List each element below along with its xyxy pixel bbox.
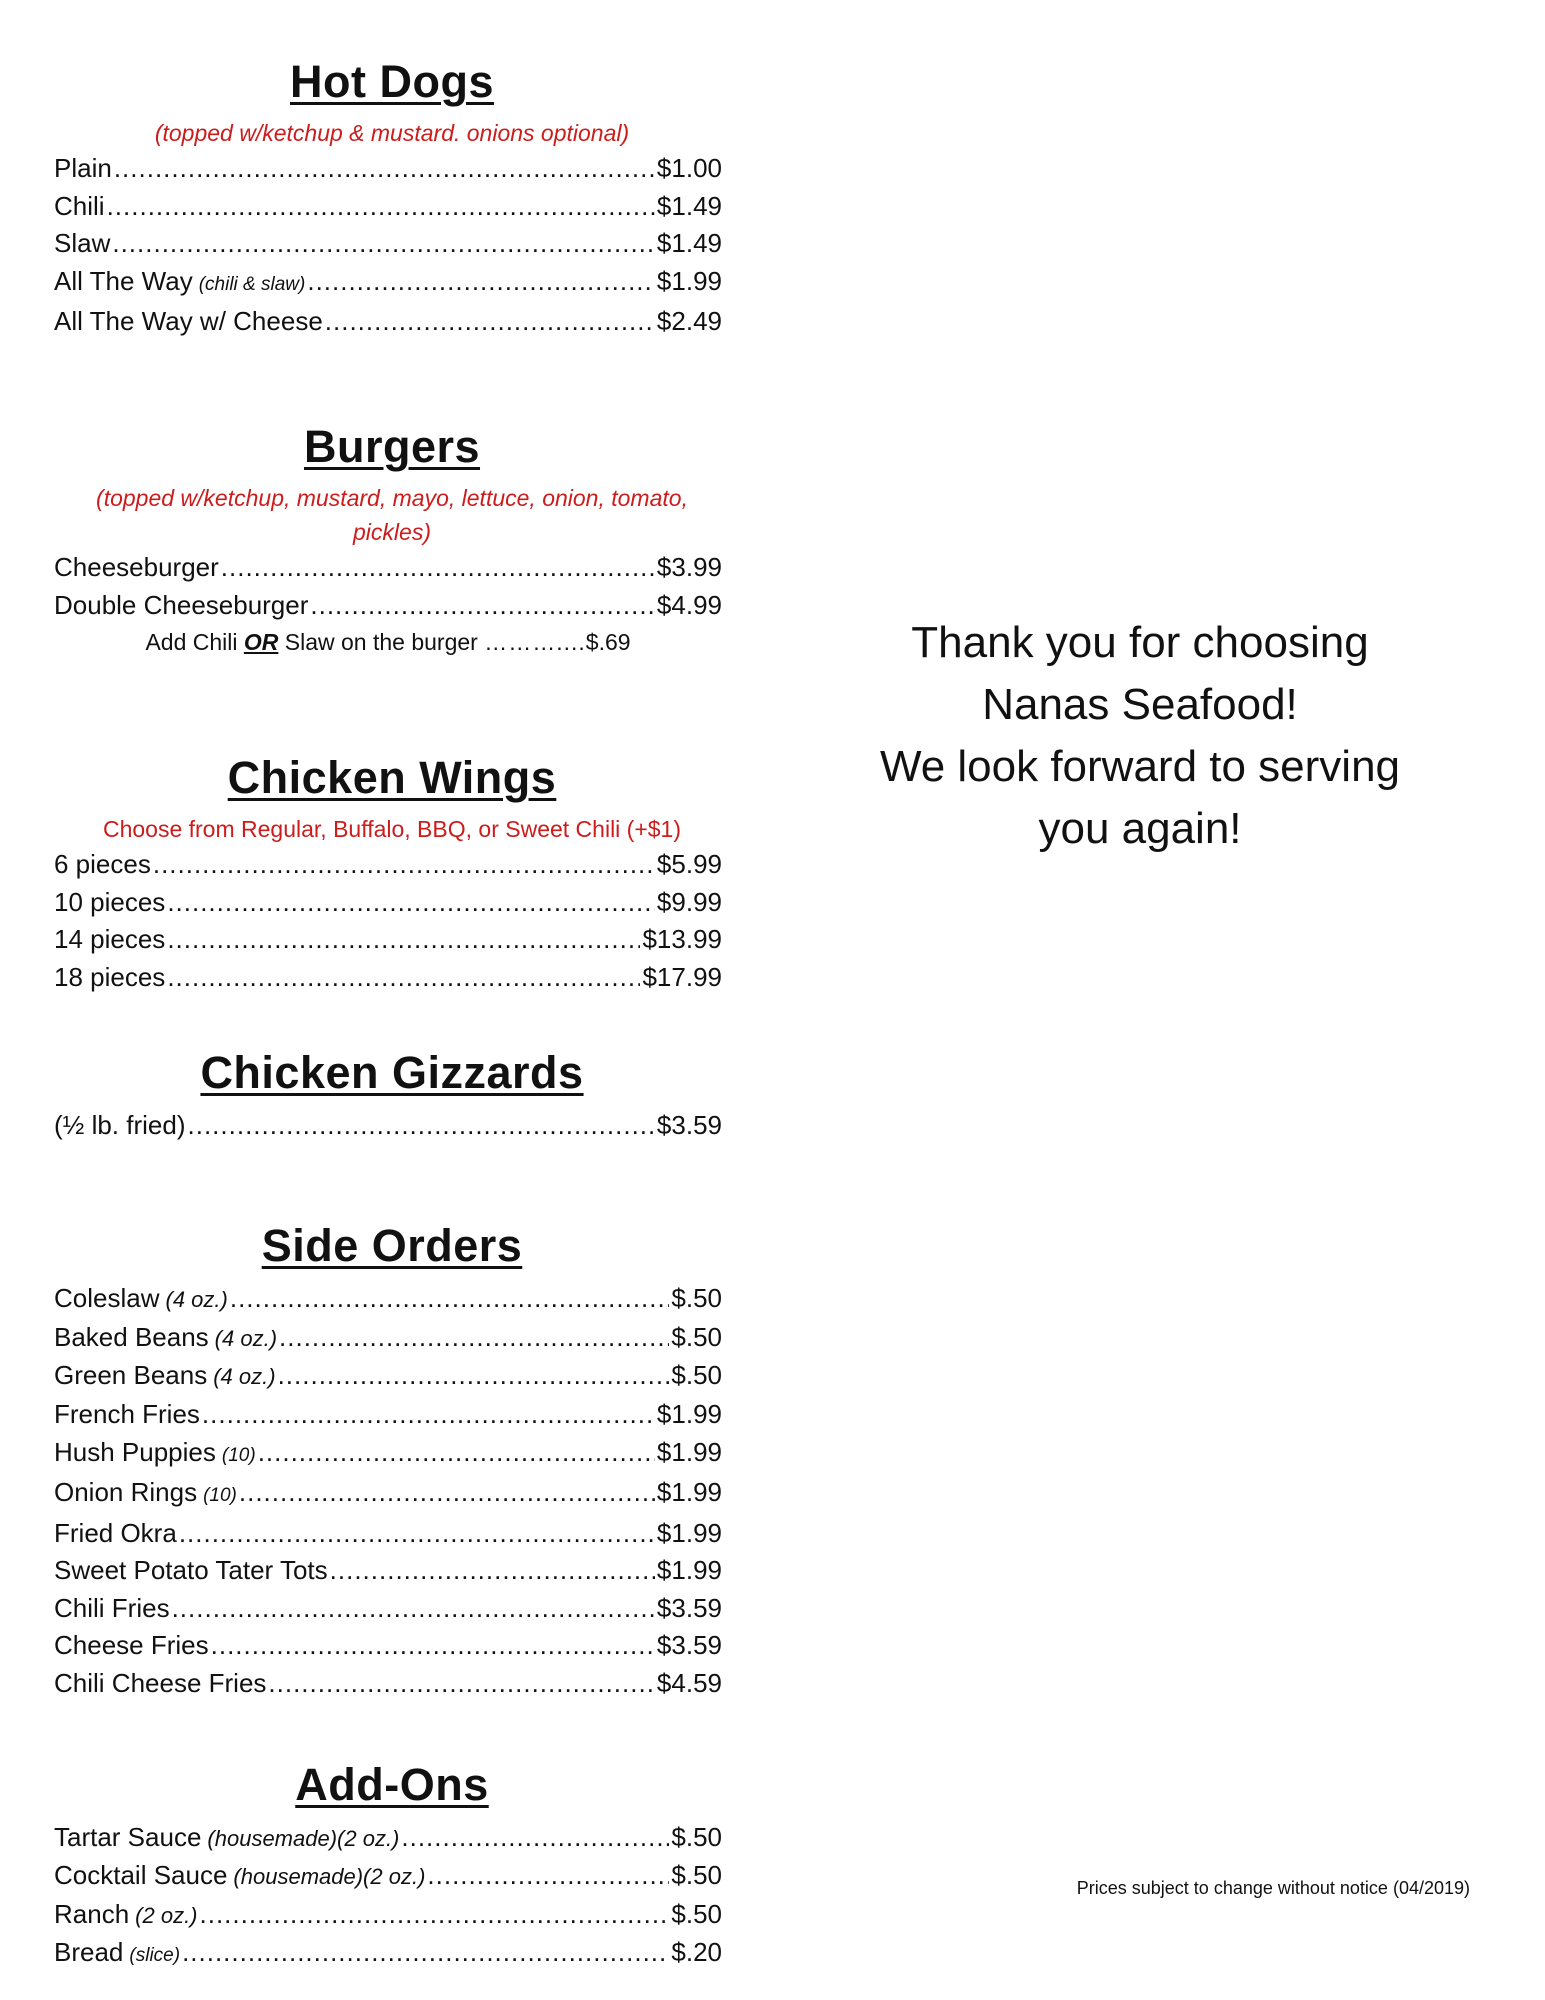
burgers-note: (topped w/ketchup, mustard, mayo, lettuce, onion, tomato, pickles) <box>96 484 688 545</box>
addon-suffix: Slaw on the burger <box>284 629 478 656</box>
item-price: $1.99 <box>656 1398 722 1429</box>
item-price: $4.59 <box>656 1668 722 1699</box>
side-orders-title: Side Orders <box>261 1220 523 1272</box>
menu-item <box>54 1396 722 1434</box>
item-name: Cheeseburger <box>54 551 219 582</box>
item-name: Baked Beans <box>54 1321 209 1352</box>
addon-dots: ……….... <box>484 629 586 656</box>
dot-leader <box>172 1590 655 1628</box>
menu-item <box>54 1665 722 1703</box>
addon-prefix: Add Chili <box>145 629 238 656</box>
item-name: Green Beans <box>54 1360 208 1391</box>
item-qualifier: (chili & slaw) <box>198 273 306 295</box>
dot-leader <box>211 1627 655 1665</box>
menu-item <box>54 150 722 188</box>
dot-leader <box>200 1896 670 1934</box>
dot-leader <box>221 549 655 587</box>
menu-item <box>54 884 722 922</box>
item-name: Sweet Potato Tater Tots <box>54 1555 328 1586</box>
item-name: Tartar Sauce <box>54 1821 202 1852</box>
add-ons-section <box>54 1755 730 1975</box>
dot-leader <box>167 884 655 922</box>
chicken-wings-section <box>54 748 730 996</box>
menu-item <box>54 1896 722 1935</box>
dot-leader <box>188 1107 655 1145</box>
item-price: $3.59 <box>656 1592 722 1623</box>
menu-item <box>54 1107 722 1145</box>
item-qualifier: (2 oz.) <box>135 1902 198 1928</box>
dot-leader <box>179 1515 655 1553</box>
chicken-gizzards-section <box>54 1043 730 1145</box>
dot-leader <box>107 188 655 226</box>
item-name: Onion Rings <box>54 1477 198 1508</box>
item-price: $5.99 <box>656 849 722 880</box>
menu-item <box>54 1357 722 1396</box>
menu-item <box>54 921 722 959</box>
item-name: Chili <box>54 190 105 221</box>
thank-you-line: you again! <box>1038 804 1242 853</box>
dot-leader <box>114 150 655 188</box>
item-price: $1.49 <box>656 228 722 259</box>
menu-item <box>54 303 722 341</box>
dot-leader <box>325 303 655 341</box>
side-orders-section <box>54 1216 730 1703</box>
menu-item <box>54 1319 722 1358</box>
item-price: $.50 <box>671 1860 722 1891</box>
dot-leader <box>330 1552 655 1590</box>
menu-item <box>54 263 722 304</box>
item-price: $3.99 <box>656 551 722 582</box>
item-name: Bread <box>54 1937 124 1968</box>
menu-item <box>54 1819 722 1858</box>
menu-item <box>54 225 722 263</box>
thank-you-line: Thank you for choosing <box>911 618 1369 667</box>
dot-leader <box>310 587 655 625</box>
chicken-wings-note: Choose from Regular, Buffalo, BBQ, or Sweet Chili (+$1) <box>102 816 682 843</box>
item-name: Slaw <box>54 228 111 259</box>
item-name: 10 pieces <box>54 886 166 917</box>
dot-leader <box>307 263 655 301</box>
item-name: Ranch <box>54 1898 130 1929</box>
menu-item <box>54 1515 722 1553</box>
menu-item <box>54 1627 722 1665</box>
add-ons-title: Add-Ons <box>295 1758 489 1810</box>
chicken-gizzards-title: Chicken Gizzards <box>200 1046 584 1098</box>
hot-dogs-list <box>54 150 730 341</box>
addon-price: $.69 <box>585 629 631 656</box>
dot-leader <box>239 1474 655 1512</box>
item-price: $1.99 <box>656 265 722 296</box>
menu-item <box>54 1857 722 1896</box>
hot-dogs-note: (topped w/ketchup & mustard. onions optional) <box>154 120 630 146</box>
dot-leader <box>167 921 640 959</box>
item-name: All The Way w/ Cheese <box>54 306 323 337</box>
dot-leader <box>230 1280 670 1318</box>
menu-item <box>54 1434 722 1475</box>
item-price: $1.00 <box>656 153 722 183</box>
burgers-list <box>54 549 730 624</box>
thank-you-line: Nanas Seafood! <box>982 680 1298 729</box>
item-name: Hush Puppies <box>54 1436 216 1467</box>
menu-item <box>54 587 722 625</box>
dot-leader <box>112 225 655 263</box>
dot-leader <box>401 1819 669 1857</box>
item-price: $3.59 <box>656 1109 722 1140</box>
item-name: 14 pieces <box>54 924 166 955</box>
add-ons-list <box>54 1819 730 1975</box>
item-price: $17.99 <box>642 961 722 992</box>
dot-leader <box>182 1934 669 1972</box>
menu-item <box>54 846 722 884</box>
dot-leader <box>167 959 640 997</box>
item-qualifier: (4 oz.) <box>214 1325 278 1351</box>
item-name: (½ lb. fried) <box>54 1109 186 1140</box>
item-price: $.50 <box>671 1821 722 1852</box>
burger-addon-line <box>54 624 722 660</box>
item-qualifier: (4 oz.) <box>165 1287 228 1313</box>
item-qualifier: (10) <box>203 1485 237 1507</box>
menu-item <box>54 1552 722 1590</box>
menu-column <box>54 52 730 1975</box>
item-qualifier: (housemade)(2 oz.) <box>233 1864 426 1890</box>
item-price: $1.99 <box>656 1436 722 1467</box>
item-price: $9.99 <box>656 886 722 917</box>
item-price: $1.99 <box>656 1517 722 1548</box>
item-name: Plain <box>54 153 112 183</box>
item-name: Chili Cheese Fries <box>54 1668 267 1699</box>
dot-leader <box>278 1357 670 1395</box>
item-price: $1.99 <box>656 1555 722 1586</box>
item-price: $2.49 <box>656 306 722 337</box>
item-name: Fried Okra <box>54 1517 177 1548</box>
chicken-wings-title: Chicken Wings <box>227 752 557 804</box>
dot-leader <box>279 1319 669 1357</box>
thank-you-line: We look forward to serving <box>879 742 1401 791</box>
menu-item <box>54 188 722 226</box>
item-name: 6 pieces <box>54 849 151 880</box>
dot-leader <box>427 1857 669 1895</box>
dot-leader <box>258 1434 655 1472</box>
item-price: $1.99 <box>656 1477 722 1508</box>
item-price: $13.99 <box>642 924 722 955</box>
item-qualifier: (slice) <box>129 1945 181 1967</box>
menu-item <box>54 1280 722 1319</box>
item-qualifier: (housemade)(2 oz.) <box>207 1825 400 1851</box>
burgers-section <box>54 417 730 660</box>
item-qualifier: (4 oz.) <box>213 1364 276 1390</box>
item-name: French Fries <box>54 1398 200 1429</box>
item-qualifier: (10) <box>221 1444 256 1466</box>
hot-dogs-title: Hot Dogs <box>290 56 494 107</box>
item-name: Coleslaw <box>54 1283 160 1314</box>
item-name: Cocktail Sauce <box>54 1860 228 1891</box>
thank-you-message <box>860 612 1420 860</box>
item-price: $.50 <box>671 1321 722 1352</box>
item-price: $.20 <box>671 1937 722 1968</box>
item-price: $3.59 <box>656 1630 722 1661</box>
item-name: Double Cheeseburger <box>54 589 309 620</box>
addon-or: OR <box>243 629 279 656</box>
item-price: $.50 <box>671 1898 722 1929</box>
item-name: All The Way <box>54 265 193 296</box>
menu-item <box>54 1934 722 1975</box>
item-price: $4.99 <box>656 589 722 620</box>
item-price: $.50 <box>671 1283 722 1314</box>
chicken-wings-list <box>54 846 730 996</box>
item-name: Chili Fries <box>54 1592 170 1623</box>
burgers-title: Burgers <box>303 420 481 472</box>
side-orders-list <box>54 1280 730 1703</box>
menu-item <box>54 549 722 587</box>
menu-item <box>54 1590 722 1628</box>
item-name: Cheese Fries <box>54 1630 209 1661</box>
item-price: $.50 <box>671 1360 722 1391</box>
dot-leader <box>153 846 655 884</box>
dot-leader <box>268 1665 655 1703</box>
price-disclaimer: Prices subject to change without notice (04/2019) <box>1076 1878 1470 1898</box>
item-price: $1.49 <box>656 190 722 221</box>
hot-dogs-section <box>54 52 730 341</box>
dot-leader <box>202 1396 655 1434</box>
item-name: 18 pieces <box>54 961 166 992</box>
menu-item <box>54 1474 722 1515</box>
chicken-gizzards-list <box>54 1107 730 1145</box>
menu-item <box>54 959 722 997</box>
